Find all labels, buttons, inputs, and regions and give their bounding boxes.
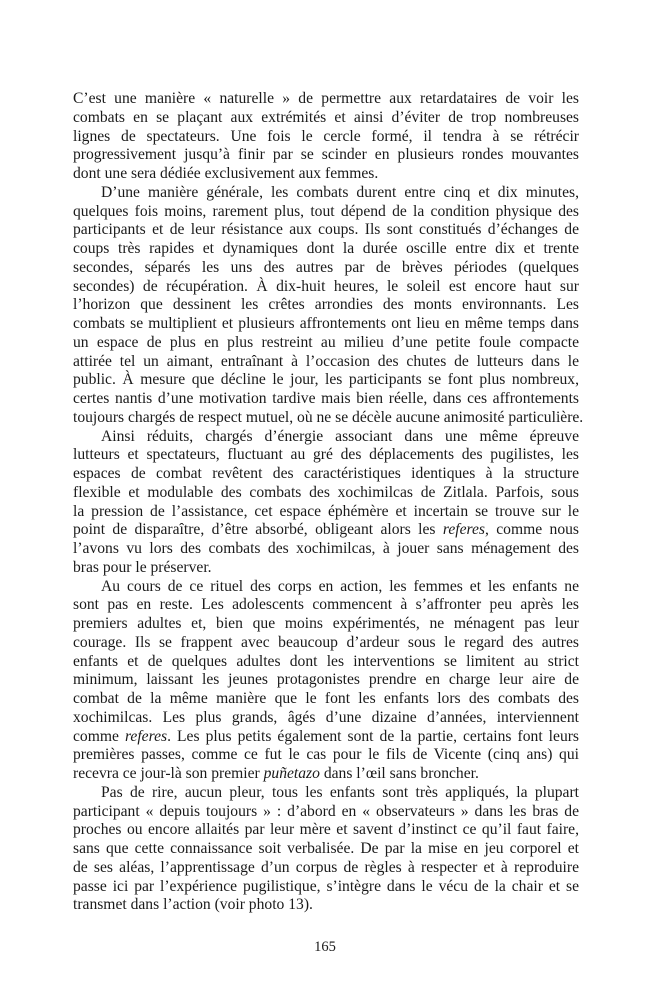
italic-term: puñetazo: [263, 765, 320, 782]
paragraph: [73, 578, 579, 784]
text-line: D’une manière générale, les combats durent entre cinq et dix minutes,: [101, 183, 579, 201]
page-body: [73, 90, 584, 915]
text-line: Pas de rire, aucun pleur, tous les enfants sont très appliqués, la plupart: [101, 783, 579, 801]
text-line: coups très rapides et dynamiques dont la durée oscille entre dix et trente: [73, 240, 579, 257]
text-line: secondes, séparés les uns des autres par de brèves périodes (quelques: [73, 258, 579, 276]
text-line: xochimilcas. Les plus grands, âgés d’une dizaine d’années, interviennent: [73, 708, 579, 726]
paragraph: [73, 428, 579, 578]
text-line: sont pas en reste. Les adolescents commencent à s’affronter peu après les: [73, 596, 579, 614]
text-line: proches ou encore allaités par leur mère et savent d’instinct ce qu’il faut faire,: [73, 821, 579, 839]
text-line: progressivement jusqu’à finir par se scinder en plusieurs rondes mouvantes: [73, 146, 579, 164]
text-line: point de disparaître, d’être absorbé, obligeant alors les referes, comme nous: [73, 521, 579, 539]
text-line: participants et de leur résistance aux coups. Ils sont constitués d’échanges de: [73, 221, 579, 239]
text-line: combat de la même manière que le font les enfants lors des combats des: [73, 690, 579, 707]
text-line: flexible et modulable des combats des xochimilcas de Zitlala. Parfois, sous: [73, 483, 579, 501]
text-line: espaces de combat revêtent des caractéristiques identiques à la structure: [73, 465, 579, 482]
text-line: lignes de spectateurs. Une fois le cercle formé, il tendra à se rétrécir: [73, 127, 579, 145]
text-line: de ses aléas, l’apprentissage d’un corpus de règles à respecter et à reproduire: [73, 858, 579, 876]
text-line: quelques fois moins, rarement plus, tout dépend de la condition physique des: [73, 202, 579, 220]
italic-term: referes: [124, 727, 168, 745]
italic-term: referes: [442, 521, 485, 539]
text-line: bras pour le préserver.: [73, 558, 212, 576]
text-line: minimum, laissant les jeunes protagonistes prendre en charge leur aire de: [73, 671, 579, 689]
text-line: Ainsi réduits, chargés d’énergie associant dans une même épreuve: [101, 427, 579, 445]
text-line: attirée tel un aimant, entraînant à l’occasion des chutes de lutteurs dans le: [73, 352, 579, 370]
text-line: combats en se plaçant aux extrémités et ainsi d’éviter de trop nombreuses: [73, 108, 579, 126]
text-line: premiers adultes et, bien que moins expérimentés, ne ménagent pas leur: [73, 615, 579, 632]
paragraph: [73, 784, 579, 915]
text-line: toujours chargés de respect mutuel, où ne se décèle aucune animosité particulière.: [73, 408, 584, 426]
text-line: secondes) de récupération. À dix-huit heures, le soleil est encore haut sur: [73, 277, 579, 295]
text-line: certes nantis d’une motivation tardive mais bien réelle, dans ces affrontements: [73, 390, 579, 407]
paragraph: [73, 183, 584, 428]
text-line: transmet dans l’action (voir photo 13).: [73, 896, 313, 914]
text-line: comme referes. Les plus petits également sont de la partie, certains font leurs: [73, 727, 579, 745]
text-line: combats se multiplient et plusieurs affrontements ont lieu en même temps dans: [73, 315, 579, 332]
text-line: C’est une manière « naturelle » de permettre aux retardataires de voir les: [73, 90, 579, 107]
text-line: courage. Ils se frappent avec beaucoup d’ardeur sous le regard des autres: [73, 633, 579, 651]
text-line: l’horizon que dessinent les crêtes arrondies des monts environnants. Les: [73, 296, 579, 314]
text-line: la pression de l’assistance, cet espace éphémère et incertain se trouve sur le: [73, 502, 579, 520]
page-number: 165: [314, 939, 336, 955]
text-line: lutteurs et spectateurs, fluctuant au gré des déplacements des pugilistes, les: [73, 446, 579, 464]
text-line: participant « depuis toujours » : d’abord en « observateurs » dans les bras de: [73, 802, 579, 820]
text-line: un espace de plus en plus restreint au milieu d’une petite foule compacte: [73, 333, 579, 351]
paragraph: [73, 90, 579, 184]
text-line: recevra ce jour-là son premier puñetazo dans l’œil sans broncher.: [73, 765, 479, 782]
text-line: passe ici par l’expérience pugilistique, s’intègre dans le vécu de la chair et se: [73, 877, 579, 895]
text-line: l’avons vu lors des combats des xochimilcas, à jouer sans ménagement des: [73, 540, 579, 557]
text-line: public. À mesure que décline le jour, les participants se font plus nombreux,: [73, 371, 579, 389]
text-line: premières passes, comme ce fut le cas pour le fils de Vicente (cinq ans) qui: [73, 746, 579, 764]
text-line: Au cours de ce rituel des corps en action, les femmes et les enfants ne: [101, 577, 579, 595]
text-line: dont une sera dédiée exclusivement aux femmes.: [73, 165, 379, 182]
text-line: sans que cette connaissance soit verbalisée. De par la mise en jeu corporel et: [73, 840, 579, 857]
text-line: enfants et de quelques adultes dont les interventions se limitent au strict: [73, 652, 579, 670]
